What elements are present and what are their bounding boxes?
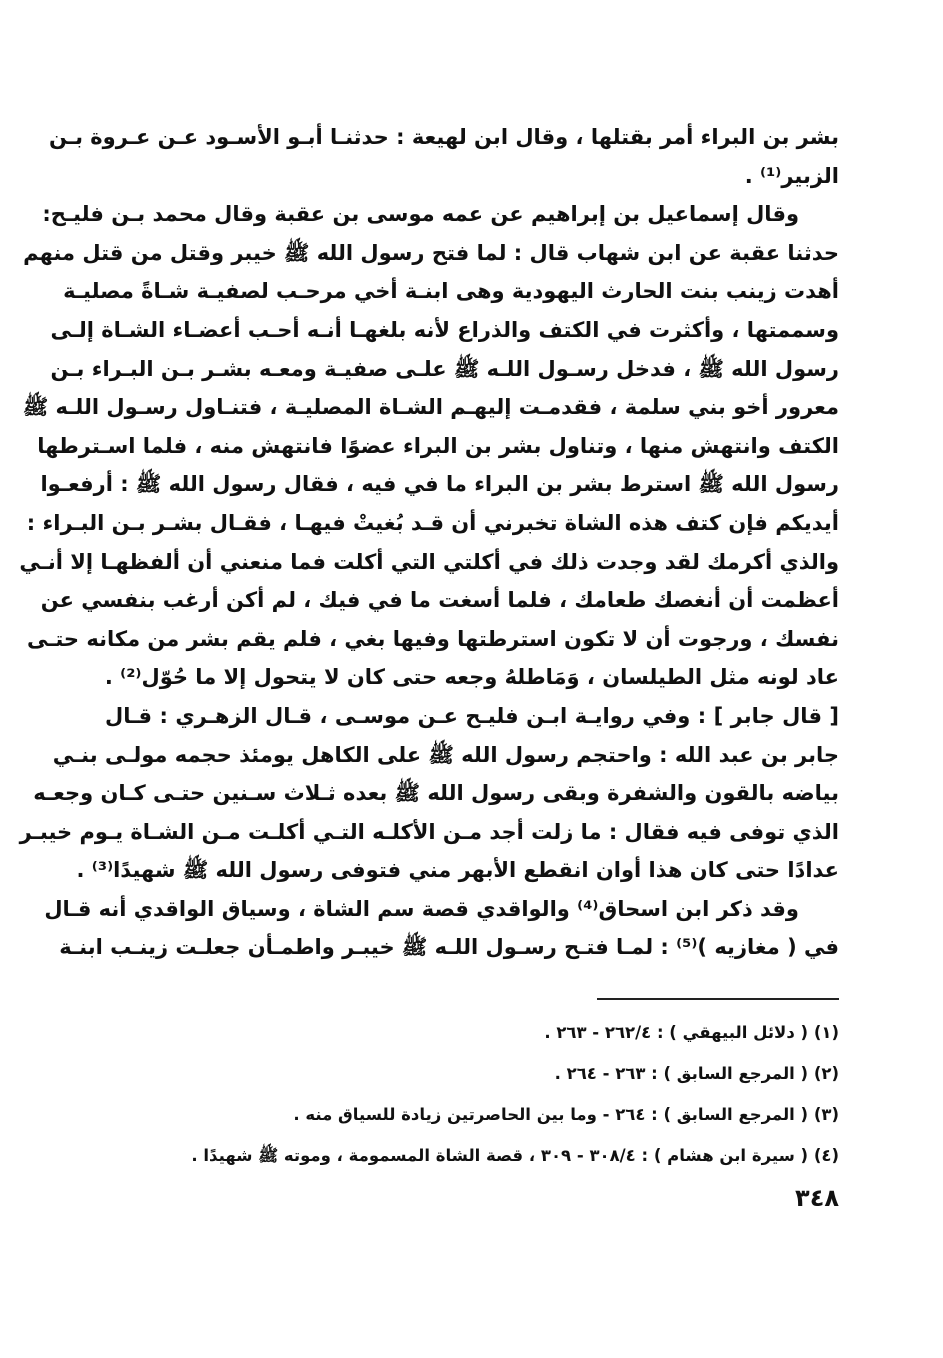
text-line: وقد ذكر ابن اسحاق⁽⁴⁾ والواقدي قصة سم الشاة ، وسياق الواقدي أنه قـال (44, 896, 799, 921)
text-line: رسول الله ﷺ ، فدخل رسـول اللـه ﷺ علـى صفيـة ومعـه بشـر بـن البـراء بـن (50, 356, 839, 381)
text-line: عاد لونه مثل الطيلسان ، وَمَاطلهُ وجعه حتى كان لا يتحول إلا ما حُوّل⁽²⁾ . (104, 665, 839, 690)
text-line: أعظمت أن أنغصك طعامك ، فلما أسغت ما في فيك ، لم أكن أرغب بنفسي عن (40, 588, 839, 613)
text-line: والذي أكرمك لقد وجدت ذلك في أكلتي التي أكلت فما منعني أن ألفظهـا إلا أنـي (19, 549, 839, 574)
text-line: نفسك ، ورجوت أن لا تكون استرطتها وفيها بغي ، فلم يقم بشر من مكانه حتـى (26, 626, 839, 651)
text-line: أيديكم فإن كتف هذه الشاة تخبرني أن قـد بُغيتْ فيهـا ، فقـال بشـر بـن البـراء : (26, 510, 839, 535)
footnotes (105, 1012, 839, 1176)
text-line: حدثنا عقبة عن ابن شهاب قال : لما فتح رسول الله ﷺ خيبر وقتل من قتل منهم (23, 240, 839, 265)
text-line: عدادًا حتى كان هذا أوان انقطع الأبهر مني فتوفى رسول الله ﷺ شهيدًا⁽³⁾ . (76, 858, 839, 883)
text-line: الكتف وانتهش منها ، وتناول بشر بن البراء عضوًا فانتهش منه ، فلما اسـترطها (37, 433, 839, 458)
footnote-item: (١) ( دلائل البيهقي ) : ٢٦٢/٤ - ٢٦٣ . (544, 1023, 839, 1042)
text-line: وقال إسماعيل بن إبراهيم عن عمه موسى بن عقبة وقال محمد بـن فليـح: (42, 202, 799, 227)
text-line: رسول الله ﷺ استرط بشر بن البراء ما في فيه ، فقال رسول الله ﷺ : أرفعـوا (40, 472, 839, 497)
text-line: بياضه بالقون والشفرة وبقى رسول الله ﷺ بعده ثـلاث سـنين حتـى كـان وجعـه (33, 781, 839, 806)
footnote-separator (597, 998, 839, 1000)
text-line: الذي توفى فيه فقال : ما زلت أجد مـن الأكلـه التـي أكلـت مـن الشـاة يـوم خيبـر (19, 819, 839, 844)
text-line: جابر بن عبد الله : واحتجم رسول الله ﷺ على الكاهل يومئذ حجمه مولـى بنـي (52, 742, 839, 767)
text-line: وسممتها ، وأكثرت في الكتف والذراع لأنه بلغهـا أنـه أحـب أعضـاء الشـاة إلـى (50, 317, 839, 342)
page-number: ٣٤٨ (795, 1184, 839, 1212)
text-line: معرور أخو بني سلمة ، فقدمـت إليهـم الشـاة المصليـة ، فتنـاول رسـول اللـه ﷺ (22, 395, 839, 420)
footnote-item: (٤) ( سيرة ابن هشام ) : ٣٠٨/٤ - ٣٠٩ ، قصة الشاة المسمومة ، وموته ﷺ شهيدًا . (191, 1146, 839, 1165)
text-line: أهدت زينب بنت الحارث اليهودية وهى ابنـة أخي مرحـب لصفيـة شـاةً مصليـة (63, 279, 839, 304)
text-line: [ قال جابر ] : وفي روايـة ابـن فليـح عـن موسـى ، قـال الزهـري : قـال (105, 703, 839, 728)
text-line: بشر بن البراء أمر بقتلها ، وقال ابن لهيعة : حدثنـا أبـو الأسـود عـن عـروة بـن (49, 125, 839, 149)
footnote-item: (٣) ( المرجع السابق ) : ٢٦٤ - وما بين الحاصرتين زيادة للسياق منه . (293, 1105, 839, 1124)
main-text (19, 118, 839, 967)
text-line: الزبير⁽¹⁾ . (744, 163, 839, 188)
footnote-item: (٢) ( المرجع السابق ) : ٢٦٣ - ٢٦٤ . (554, 1064, 839, 1083)
text-line: في ( مغازيه )⁽⁵⁾ : لمـا فتـح رسـول اللـه ﷺ خيبـر واطمـأن جعلـت زينـب ابنـة (59, 935, 839, 960)
